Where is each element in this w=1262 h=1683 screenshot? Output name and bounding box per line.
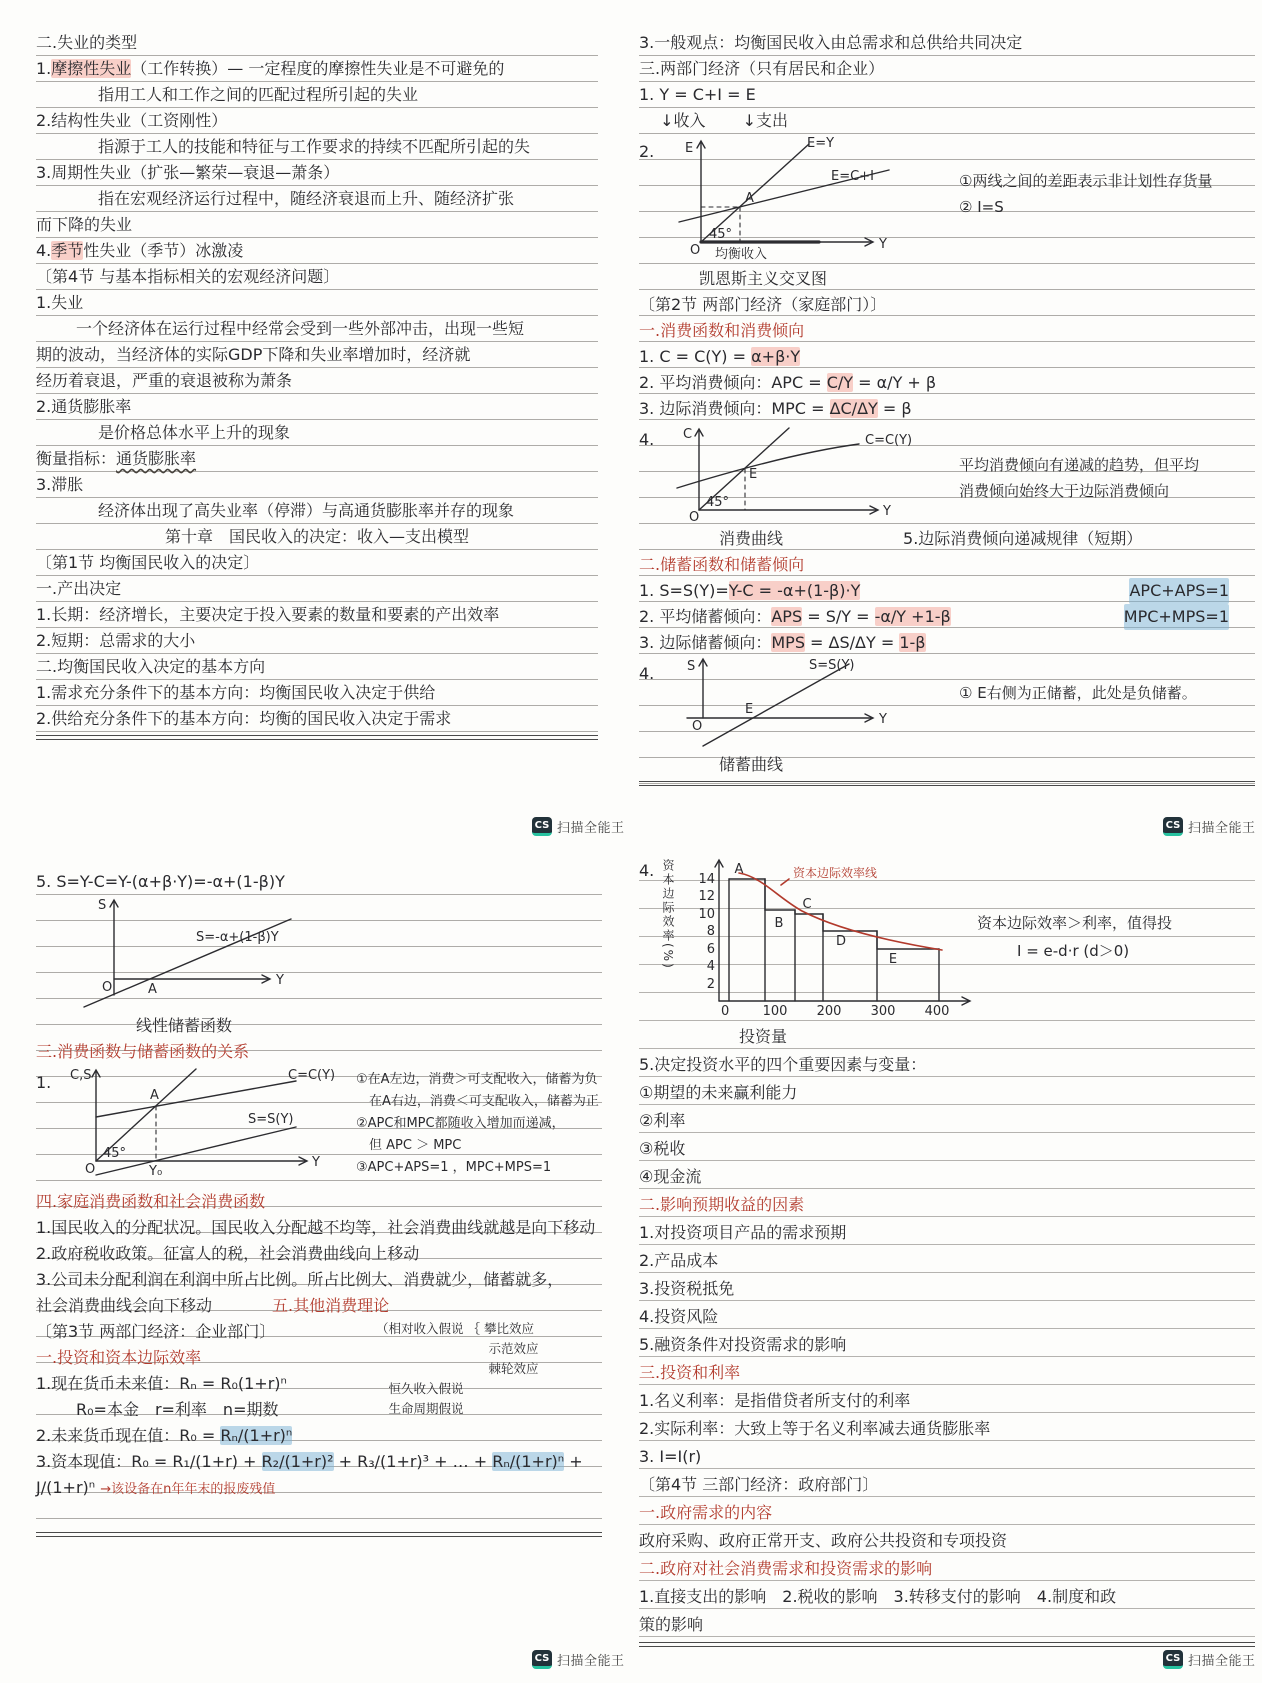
camscanner-label: 扫描全能王: [557, 821, 625, 836]
note-line: 指源于工人的技能和特征与工作要求的持续不匹配所引起的失: [98, 137, 531, 156]
x0-label: Y₀: [149, 1164, 163, 1179]
note-lines-block: [639, 1051, 1255, 1639]
note-line: ①在A左边，消费＞可支配收入，储蓄为负: [356, 1072, 598, 1087]
note-lines-block: [36, 869, 602, 895]
note-line: 4.投资风险: [639, 1307, 719, 1326]
note-line: 线性储蓄函数: [136, 1016, 233, 1035]
note-line: 平均消费倾向有递减的趋势，但平均: [959, 456, 1200, 474]
note-line: 3.公司未分配利润在利润中所占比例。所占比例大、消费就少，储蓄就多，: [36, 1270, 564, 1289]
axis-label: Y: [883, 504, 891, 519]
note-line: 1.需求充分条件下的基本方向：均衡国民收入决定于供给: [36, 683, 436, 702]
origin-label: 0: [721, 1004, 730, 1019]
note-line: 而下降的失业: [36, 215, 133, 234]
axis-label: Y: [879, 712, 887, 727]
note-line: 二.储蓄函数和储蓄倾向: [639, 555, 805, 574]
note-line: 1. Y = C+I = E: [639, 85, 756, 104]
line-label: S=S(Y): [248, 1112, 294, 1127]
origin-label: O: [102, 980, 113, 995]
x-tick: 400: [924, 1004, 950, 1019]
notebook-page-saving-consumption: [36, 869, 602, 1537]
mec-step-chart: [639, 853, 1255, 1023]
origin-label: O: [692, 719, 703, 734]
y-tick: 6: [706, 942, 715, 957]
note-line: 2.通货膨胀率: [36, 397, 132, 416]
camscanner-logo-icon: CS: [1163, 817, 1183, 836]
y-tick: 2: [706, 977, 715, 992]
mec-curve-label: 资本边际效率线: [793, 866, 878, 880]
x-tick: 300: [870, 1004, 896, 1019]
note-line: 3.周期性失业（扩张—繁荣—衰退—萧条）: [36, 163, 340, 182]
diagram-side-notes: [977, 853, 1255, 965]
point-label: D: [835, 934, 847, 949]
note-line: 2. 平均储蓄倾向：APS = S/Y = -α/Y +1-β MPC+MPS=1: [639, 604, 1255, 630]
axis-label: Y: [879, 237, 887, 252]
axis-label: Y: [312, 1155, 320, 1170]
note-lines-block: [639, 292, 1255, 422]
page-end-rule: [36, 1532, 602, 1537]
y-tick: 4: [706, 959, 715, 974]
y-tick: 8: [706, 924, 715, 939]
camscanner-label: 扫描全能王: [557, 1654, 625, 1669]
note-line: 消费倾向始终大于边际消费倾向: [959, 482, 1170, 500]
note-line: 棘轮效应: [376, 1361, 539, 1376]
consumption-saving-svg: [56, 1065, 356, 1189]
note-line: 衡量指标：通货膨胀率: [36, 449, 197, 468]
camscanner-watermark: [1163, 817, 1256, 836]
note-line: ①两线之间的差距表示非计划性存货量: [959, 172, 1213, 190]
scan-page-bottom-left: [0, 841, 631, 1683]
axis-label: E: [685, 141, 694, 156]
note-line: 资本边际效率＞利率，值得投: [977, 914, 1173, 932]
note-line: 2.产品成本: [639, 1251, 719, 1270]
diagram-caption: [36, 1013, 602, 1039]
diagram-caption: [639, 526, 1255, 552]
note-line: 3.资本现值：R₀ = R₁/(1+r) + R₂/(1+r)² + R₃/(1+r)³ + … + Rₙ/(1+r)ⁿ + J/(1+r)ⁿ →该设备在n年年末的报废残值: [36, 1452, 583, 1497]
note-line: ②APC和MPC都随收入增加而递减，: [356, 1116, 565, 1131]
consumption-curve-diagram: [639, 422, 1255, 526]
angle-label: 45°: [103, 1146, 127, 1161]
note-line: 1.国民收入的分配状况。国民收入分配越不均等，社会消费曲线就越是向下移动: [36, 1218, 596, 1237]
mec-step-chart-svg: [677, 853, 977, 1021]
note-line: ②利率: [639, 1111, 686, 1130]
note-lines-block: [36, 1039, 602, 1065]
origin-label: O: [690, 243, 701, 258]
note-line: 1.失业: [36, 293, 84, 312]
note-line: 1.现在货币未来值：Rₙ = R₀(1+r)ⁿ: [36, 1374, 287, 1393]
note-line: 1.名义利率：是指借贷者所支付的利率: [639, 1391, 911, 1410]
note-line: R₀=本金 r=利率 n=期数: [76, 1400, 279, 1419]
note-line: ④现金流: [639, 1167, 702, 1186]
point-label: A: [734, 862, 744, 877]
note-line: 凯恩斯主义交叉图: [699, 269, 828, 288]
note-line: 经历着衰退，严重的衰退被称为萧条: [36, 371, 293, 390]
y-tick: 12: [698, 889, 715, 904]
origin-label: O: [689, 510, 700, 525]
note-line: 策的影响: [639, 1615, 704, 1634]
page-end-rule: [36, 735, 598, 740]
axis-label: S: [98, 898, 107, 913]
note-lines-block: [36, 1423, 602, 1529]
diagram-side-notes: [959, 656, 1255, 706]
point-label: A: [148, 982, 157, 997]
note-line: 1. C = C(Y) = α+β·Y: [639, 347, 801, 366]
page-end-rule: [639, 1642, 1255, 1647]
keynesian-cross-diagram: [639, 134, 1255, 266]
saving-curve-diagram: [639, 656, 1255, 752]
scan-page-top-left: [0, 0, 631, 841]
note-line: ② I=S: [959, 198, 1004, 216]
note-line: 是价格总体水平上升的现象: [98, 423, 291, 442]
axis-label: C: [683, 427, 693, 442]
line-label: S=-α+(1-β)Y: [196, 930, 279, 945]
note-line: 5.决定投资水平的四个重要因素与变量：: [639, 1055, 927, 1074]
camscanner-watermark: [1163, 1650, 1256, 1669]
point-label: A: [150, 1088, 159, 1103]
diagram-number-label: 4.: [639, 664, 655, 683]
diagram-number-label: 1.: [36, 1073, 52, 1092]
diagram-caption: [639, 1023, 1255, 1051]
diagram-caption: [639, 752, 1255, 778]
note-line: 二.失业的类型: [36, 33, 138, 52]
note-line: ① E右侧为正储蓄，此处是负储蓄。: [959, 684, 1197, 702]
note-line: 2.供给充分条件下的基本方向：均衡的国民收入决定于需求: [36, 709, 452, 728]
diagram-side-notes: [356, 1065, 602, 1179]
note-lines-block: [36, 30, 598, 732]
note-line: ③税收: [639, 1139, 686, 1158]
keynesian-cross-svg: [659, 134, 959, 266]
note-line: 储蓄曲线: [719, 755, 784, 774]
point-label: E: [749, 467, 758, 482]
diagram-number-label: 2.: [639, 142, 655, 161]
mec-y-axis-title: 资本边际效率(%): [661, 859, 675, 970]
line-label: C=C(Y): [288, 1068, 336, 1083]
note-line: 〔第4节 三部门经济：政府部门〕: [639, 1475, 879, 1494]
angle-label: 45°: [706, 495, 730, 510]
note-line: 一.消费函数和消费倾向: [639, 321, 805, 340]
camscanner-logo-icon: CS: [532, 1650, 552, 1669]
note-line: 一.投资和资本边际效率: [36, 1348, 202, 1367]
diagram-caption: [639, 266, 1255, 292]
page-end-rule: [639, 781, 1255, 786]
point-label: E: [745, 702, 754, 717]
two-column-block: [36, 1319, 602, 1423]
axis-label: Y: [276, 973, 284, 988]
note-line: 2.结构性失业（工资刚性）: [36, 111, 228, 130]
note-line: ③APC+APS=1 ，MPC+MPS=1: [356, 1160, 552, 1175]
note-line: 〔第3节 两部门经济：企业部门〕: [36, 1322, 276, 1341]
point-label: B: [774, 916, 784, 931]
note-line: 3.投资税抵免: [639, 1279, 735, 1298]
line-label: E=Y: [807, 136, 835, 151]
diagram-side-notes: [959, 134, 1255, 220]
note-line: 示范效应: [376, 1341, 539, 1356]
camscanner-logo-icon: CS: [1163, 1650, 1183, 1669]
note-line: 政府采购、政府正常开支、政府公共投资和专项投资: [639, 1531, 1008, 1550]
axis-label: C,S: [70, 1068, 92, 1083]
note-line: 第十章 国民收入的决定：收入—支出模型: [164, 527, 469, 546]
linear-saving-svg: [56, 895, 356, 1013]
camscanner-watermark: [532, 817, 625, 836]
note-line: 投资量: [739, 1027, 788, 1046]
x-tick: 100: [762, 1004, 788, 1019]
note-line: 3. I=I(r): [639, 1447, 702, 1466]
note-line: 指用工人和工作之间的匹配过程所引起的失业: [98, 85, 419, 104]
note-line: 3. 边际消费倾向：MPC = ΔC/ΔY = β: [639, 399, 912, 418]
note-line: ↓收入 ↓支出: [639, 111, 788, 130]
note-line: 二.均衡国民收入决定的基本方向: [36, 657, 266, 676]
diagram-number-label: 4.: [639, 430, 655, 449]
note-line: 但 APC ＞ MPC: [356, 1138, 462, 1153]
notebook-page-two-sector-household: [639, 30, 1255, 786]
note-line: 1.摩擦性失业（工作转换）— 一定程度的摩擦性失业是不可避免的: [36, 59, 505, 78]
note-lines-block: [36, 1319, 376, 1423]
note-line: 1.直接支出的影响 2.税收的影响 3.转移支付的影响 4.制度和政: [639, 1587, 1117, 1606]
note-line: 1. S=S(Y)=Y-C = -α+(1-β)·Y APC+APS=1: [639, 578, 1255, 604]
notebook-page-investment-government: [639, 853, 1255, 1647]
note-line: 〔第1节 均衡国民收入的决定〕: [36, 553, 260, 572]
note-line: 一.产出决定: [36, 579, 122, 598]
note-line: 1.长期：经济增长，主要决定于投入要素的数量和要素的产出效率: [36, 605, 500, 624]
note-line: 3. 边际储蓄倾向：MPS = ΔS/ΔY = 1-β: [639, 633, 926, 652]
note-line: 一个经济体在运行过程中经常会受到一些外部冲击，出现一些短: [76, 319, 525, 338]
note-line: 3.一般观点：均衡国民收入由总需求和总供给共同决定: [639, 33, 1023, 52]
y-tick: 10: [698, 907, 715, 922]
note-line: （相对收入假说 ｛ 攀比效应: [376, 1321, 534, 1336]
note-line: 在A右边，消费＜可支配收入，储蓄为正: [356, 1094, 599, 1109]
scan-page-top-right: [631, 0, 1262, 841]
note-line: 2.实际利率：大致上等于名义利率减去通货膨胀率: [639, 1419, 991, 1438]
note-line: 生命周期假说: [376, 1401, 464, 1416]
line-label: E=C+I: [831, 169, 874, 184]
note-line: 1.对投资项目产品的需求预期: [639, 1223, 847, 1242]
x-tick: 200: [816, 1004, 842, 1019]
point-label: A: [745, 191, 754, 206]
note-lines-block: [36, 1189, 602, 1319]
note-line: 二.政府对社会消费需求和投资需求的影响: [639, 1559, 933, 1578]
note-line: 三.两部门经济（只有居民和企业）: [639, 59, 885, 78]
note-line: 三.消费函数与储蓄函数的关系: [36, 1042, 250, 1061]
note-line: 2.短期：总需求的大小: [36, 631, 196, 650]
line-label: S=S(Y): [809, 658, 855, 673]
y-tick: 14: [698, 872, 715, 887]
diagram-number-label: [36, 895, 56, 903]
note-line: 二.影响预期收益的因素: [639, 1195, 805, 1214]
note-line: 2. 平均消费倾向：APC = C/Y = α/Y + β: [639, 373, 937, 392]
scan-page-bottom-right: [631, 841, 1262, 1683]
note-line: 〔第2节 两部门经济（家庭部门）〕: [639, 295, 887, 314]
diagram-side-notes: [959, 422, 1255, 504]
note-line: 三.投资和利率: [639, 1363, 741, 1382]
notebook-page-unemployment: [36, 30, 598, 740]
saving-curve-svg: [659, 656, 959, 752]
camscanner-watermark: [532, 1650, 625, 1669]
camscanner-label: 扫描全能王: [1188, 1654, 1256, 1669]
note-line: ①期望的未来赢利能力: [639, 1083, 798, 1102]
note-line: 3.滞胀: [36, 475, 84, 494]
camscanner-label: 扫描全能王: [1188, 821, 1256, 836]
note-lines-block: [639, 552, 1255, 656]
note-line: 5.融资条件对投资需求的影响: [639, 1335, 847, 1354]
point-label: E: [888, 952, 898, 967]
curve-label: C=C(Y): [865, 433, 913, 448]
note-line: 恒久收入假说: [376, 1381, 464, 1396]
note-line: 5. S=Y-C=Y-(α+β·Y)=-α+(1-β)Y: [36, 872, 285, 891]
note-line: 2.未来货币现在值：R₀ = Rₙ/(1+r)ⁿ: [36, 1426, 293, 1445]
note-line: 〔第4节 与基本指标相关的宏观经济问题〕: [36, 267, 340, 286]
other-consumption-theories-list: [376, 1319, 602, 1423]
note-line: 4.季节性失业（季节）冰激凌: [36, 241, 244, 260]
diagram-number-label: 4.: [639, 861, 655, 880]
note-line: 消费曲线 5.边际消费倾向递减规律（短期）: [719, 529, 1143, 548]
note-line: [36, 1503, 602, 1529]
note-lines-block: [639, 30, 1255, 134]
camscanner-logo-icon: CS: [532, 817, 552, 836]
consumption-saving-relation-diagram: [36, 1065, 602, 1189]
x-axis-caption: 均衡收入: [715, 247, 768, 262]
note-line: 经济体出现了高失业率（停滞）与高通货膨胀率并存的现象: [98, 501, 515, 520]
note-line: 指在宏观经济运行过程中，随经济衰退而上升、随经济扩张: [98, 189, 515, 208]
note-line: 社会消费曲线会向下移动 五.其他消费理论: [36, 1296, 390, 1315]
axis-label: S: [687, 659, 696, 674]
note-line: 一.政府需求的内容: [639, 1503, 773, 1522]
note-line: 2.政府税收政策。征富人的税，社会消费曲线向上移动: [36, 1244, 420, 1263]
note-line: 期的波动，当经济体的实际GDP下降和失业率增加时，经济就: [36, 345, 471, 364]
linear-saving-function-diagram: [36, 895, 602, 1013]
note-line: I = e-d·r (d＞0): [1017, 942, 1130, 960]
angle-label: 45°: [709, 227, 733, 242]
origin-label: O: [85, 1162, 96, 1177]
note-line: 四.家庭消费函数和社会消费函数: [36, 1192, 266, 1211]
consumption-curve-svg: [659, 422, 959, 526]
point-label: C: [802, 897, 812, 912]
